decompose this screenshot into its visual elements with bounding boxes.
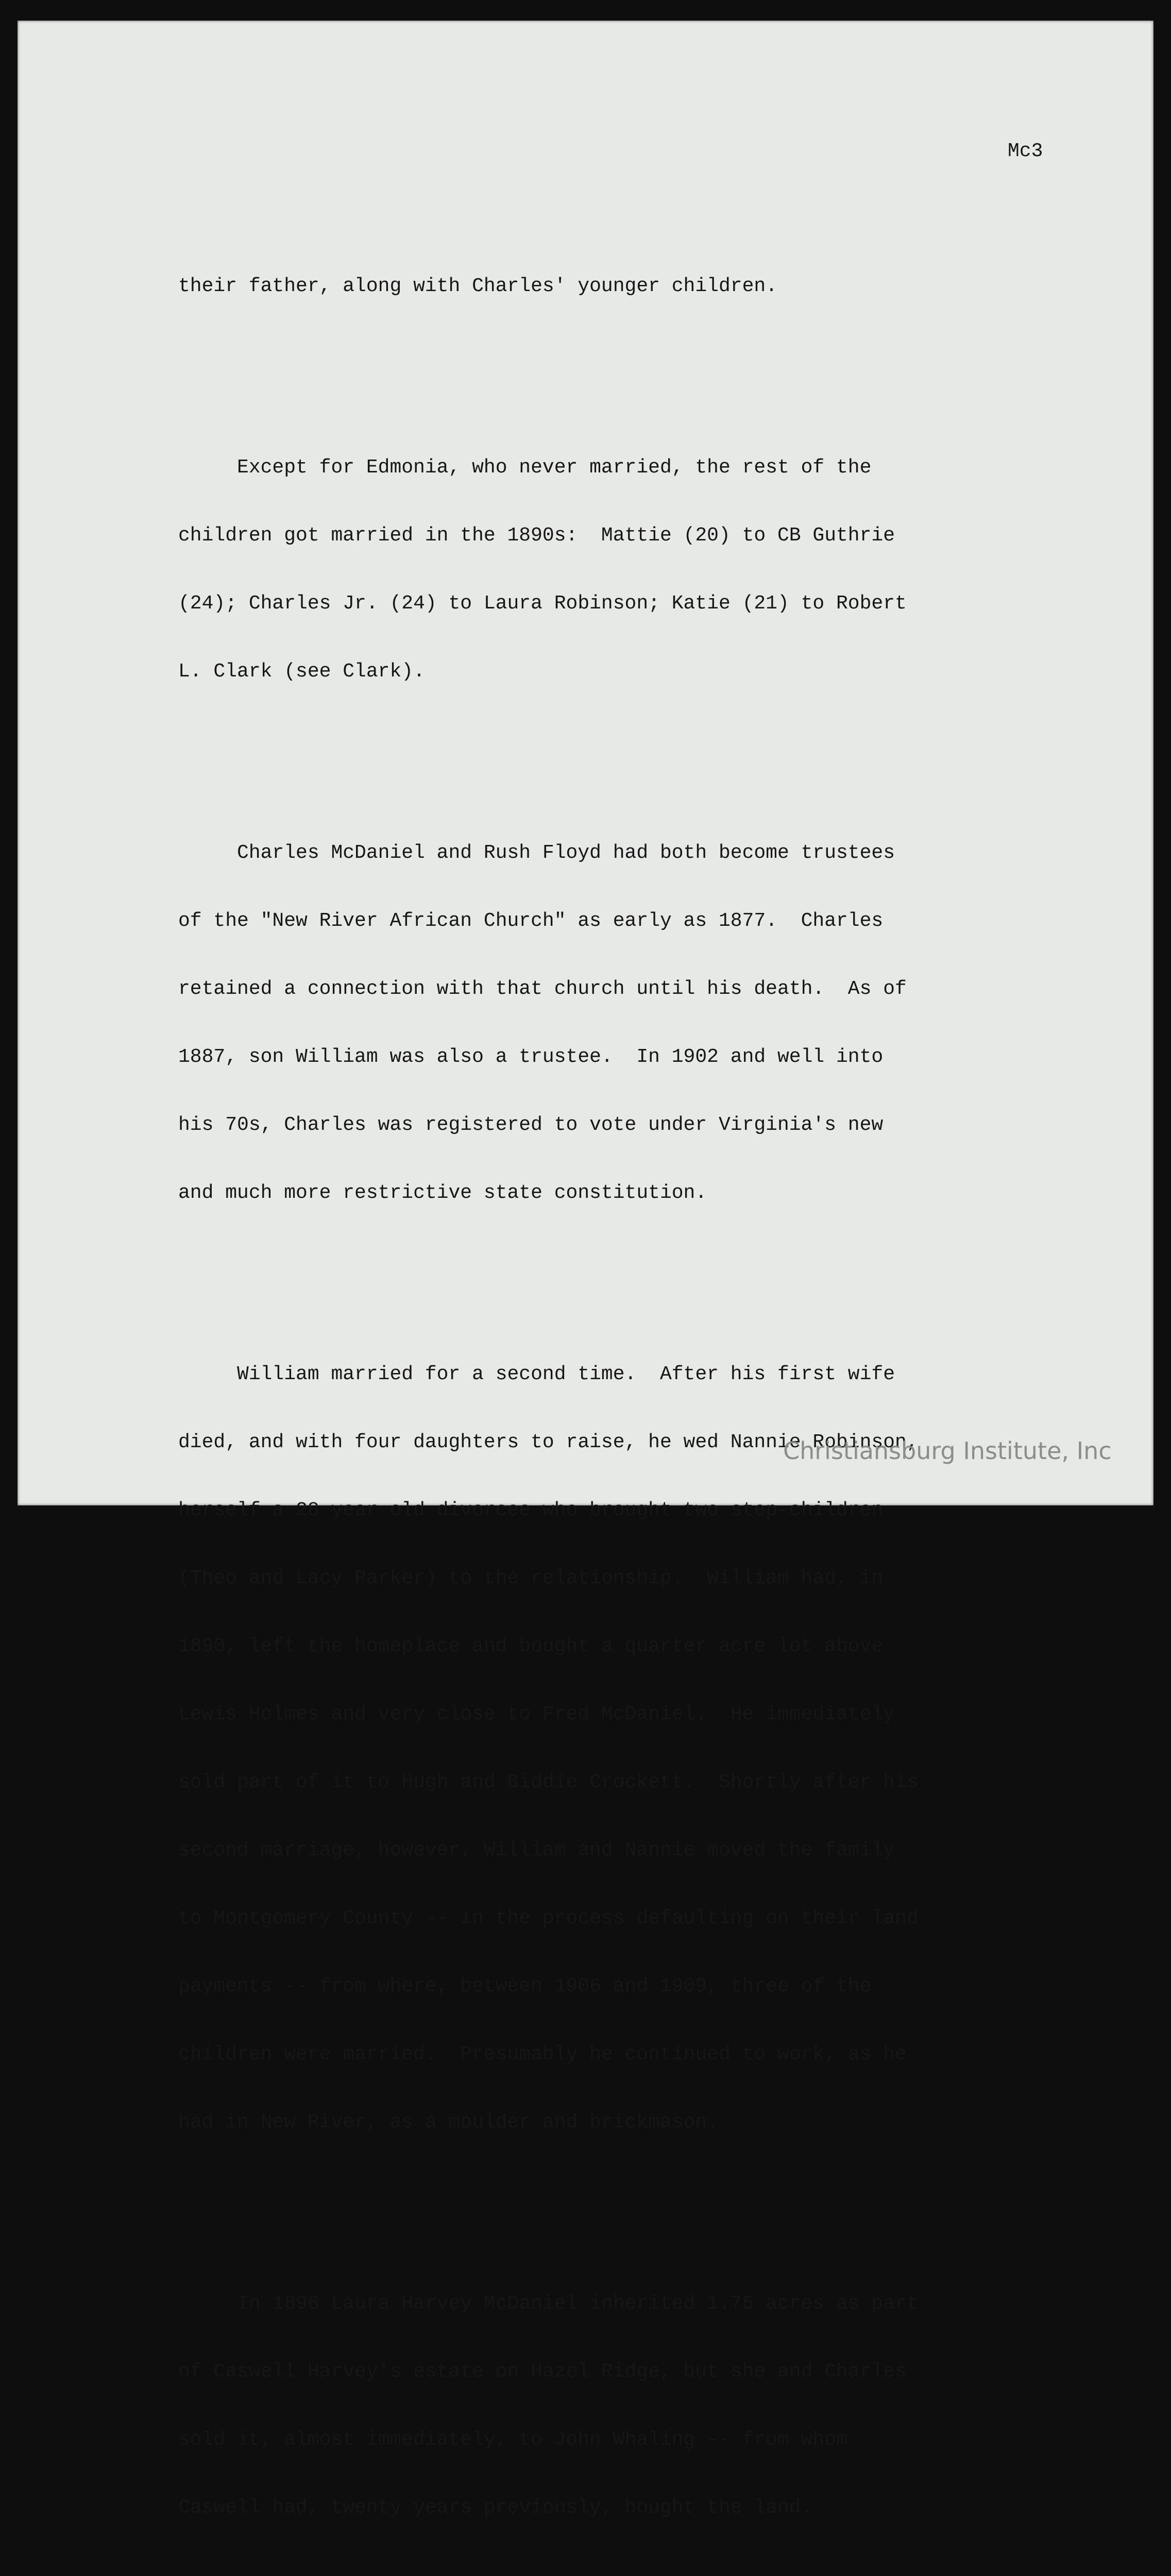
text-line: L. Clark (see Clark). — [178, 660, 425, 683]
page-number: Mc3 — [1008, 140, 1043, 162]
text-line: sold it, almost immediately, to John Whaling -- from whom — [178, 2429, 848, 2451]
text-line: 1887, son William was also a trustee. In 1902 and well into — [178, 1046, 884, 1068]
text-line: his 70s, Charles was registered to vote under Virginia's new — [178, 1114, 884, 1136]
text-line: died, and with four daughters to raise, he wed Nannie Robinson, — [178, 1431, 919, 1453]
text-line: of the "New River African Church" as early as 1877. Charles — [178, 910, 884, 932]
text-line: Except for Edmonia, who never married, the rest of the — [178, 456, 872, 479]
text-line: Caswell had, twenty years previously, bought the land. — [178, 2497, 813, 2519]
text-line: 1890, left the homeplace and bought a quarter acre lot above — [178, 1635, 884, 1657]
body-text — [178, 184, 1085, 2576]
text-line: and much more restrictive state constitution. — [178, 1182, 707, 1204]
text-line: retained a connection with that church until his death. As of — [178, 978, 907, 1000]
paragraph-2 — [178, 411, 1085, 728]
paragraph-5 — [178, 2247, 1085, 2565]
text-line: to Montgomery County -- in the process defaulting on their land — [178, 1907, 919, 1929]
document-page — [18, 21, 1153, 2519]
paragraph-1 — [178, 230, 1085, 343]
text-line: second marriage, however, William and Nannie moved the family — [178, 1839, 895, 1861]
text-line: sold part of it to Hugh and Biddie Crockett. Shortly after his — [178, 1771, 919, 1793]
text-line: herself a 28 year old divorcee who brought two step-children — [178, 1499, 884, 1521]
text-line: their father, along with Charles' younger children. — [178, 275, 777, 297]
text-line: children were married. Presumably he continued to work, as he — [178, 2043, 907, 2065]
text-line: Lewis Holmes and very close to Fred McDaniel. He immediately — [178, 1703, 895, 1725]
text-line: (Theo and Lacy Parker) to the relationship. William had, in — [178, 1567, 884, 1589]
text-line: children got married in the 1890s: Mattie (20) to CB Guthrie — [178, 524, 895, 547]
text-line: (24); Charles Jr. (24) to Laura Robinson; Katie (21) to Robert — [178, 592, 907, 615]
text-line: of Caswell Harvey's estate on Hazel Ridge, but she and Charles — [178, 2361, 907, 2383]
text-line: Charles McDaniel and Rush Floyd had both become trustees — [178, 842, 895, 864]
text-line: In 1896 Laura Harvey McDaniel inherited 1.75 acres as part — [178, 2293, 919, 2315]
text-line: William married for a second time. After his first wife — [178, 1363, 895, 1385]
paragraph-3 — [178, 796, 1085, 1250]
text-line: had in New River, as a moulder and brickmason. — [178, 2111, 719, 2133]
text-line: payments -- from where, between 1906 and 1909, three of the — [178, 1975, 872, 1997]
watermark: Christiansburg Institute, Inc — [783, 1437, 1112, 1465]
